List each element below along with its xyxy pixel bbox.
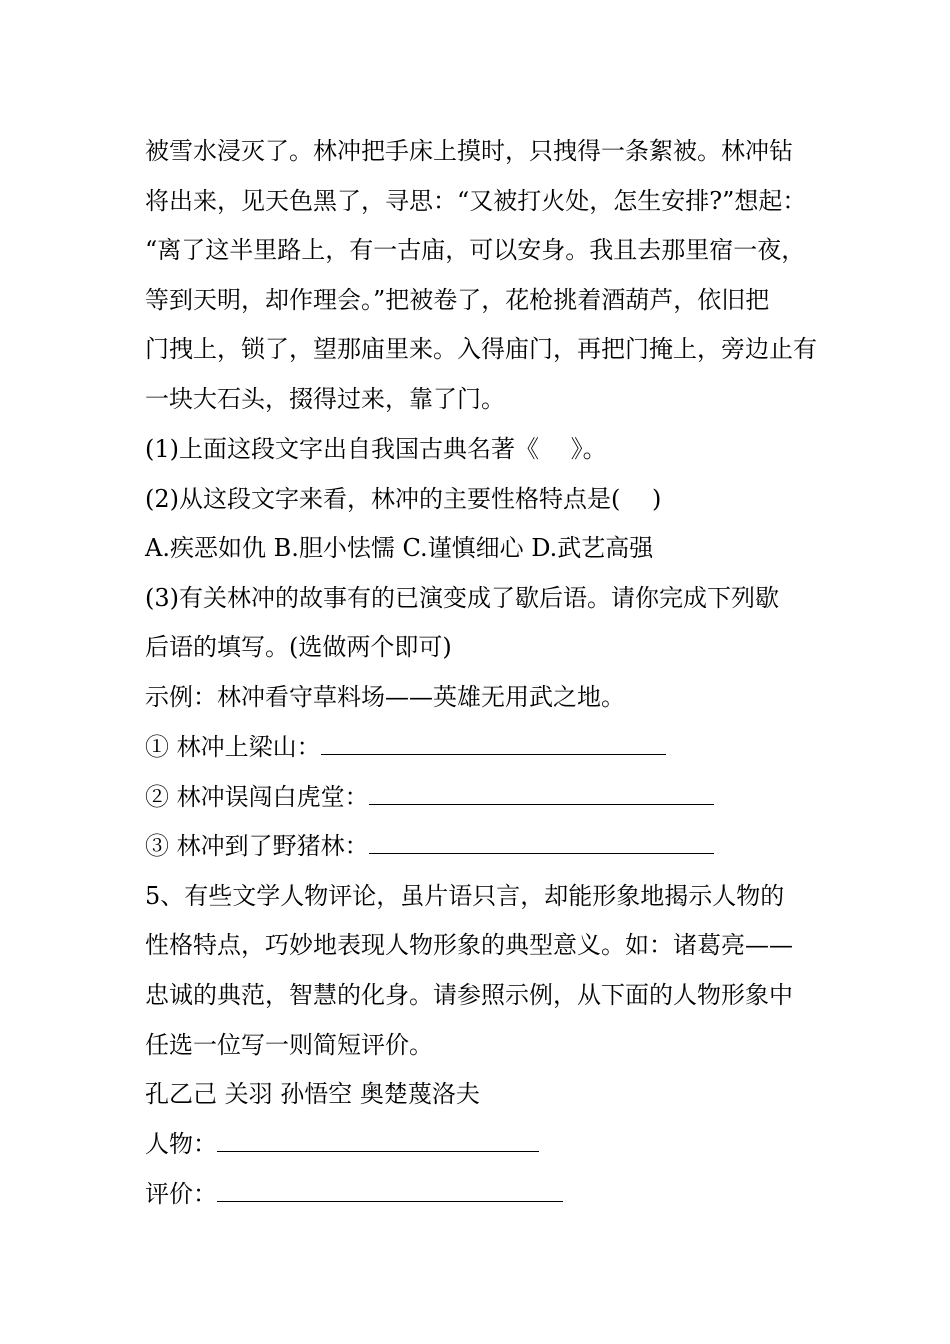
- question-3-line: (3)有关林冲的故事有的已演变成了歇后语。请你完成下列歇: [145, 584, 779, 612]
- passage-line: 一块大石头，掇得过来，靠了门。: [145, 385, 505, 413]
- question-2-options: A.疾恶如仇 B.胆小怯懦 C.谨慎细心 D.武艺高强: [145, 534, 654, 562]
- answer-blank[interactable]: [369, 782, 714, 805]
- comment-label: 评价：: [145, 1180, 217, 1208]
- comment-field: [145, 1179, 563, 1209]
- question-3-line: 后语的填写。(选做两个即可): [145, 633, 452, 661]
- blank-item-3: [145, 831, 714, 861]
- question-5-line: 5、有些文学人物评论，虽片语只言，却能形象地揭示人物的: [145, 882, 785, 910]
- passage-line: 将出来，见天色黑了，寻思：“又被打火处，怎生安排?”想起：: [145, 187, 807, 215]
- question-1: (1)上面这段文字出自我国古典名著《 》。: [145, 435, 607, 463]
- answer-blank[interactable]: [321, 732, 666, 755]
- blank-item-2: [145, 782, 714, 812]
- question-5-line: 性格特点，巧妙地表现人物形象的典型意义。如：诸葛亮——: [145, 931, 793, 959]
- passage-line: “离了这半里路上，有一古庙，可以安身。我且去那里宿一夜，: [145, 236, 806, 264]
- answer-blank[interactable]: [369, 831, 714, 854]
- person-field: [145, 1129, 539, 1159]
- question-2: (2)从这段文字来看，林冲的主要性格特点是( ): [145, 485, 662, 513]
- blank-prefix: ② 林冲误闯白虎堂：: [145, 783, 369, 811]
- question-5-line: 任选一位写一则简短评价。: [145, 1031, 433, 1059]
- passage-line: 等到天明，却作理会。”把被卷了，花枪挑着酒葫芦，依旧把: [145, 286, 770, 314]
- comment-blank[interactable]: [217, 1179, 563, 1202]
- passage-line: 门拽上，锁了，望那庙里来。入得庙门，再把门掩上，旁边止有: [145, 335, 817, 363]
- character-list: 孔乙己 关羽 孙悟空 奥楚蔑洛夫: [145, 1080, 480, 1108]
- example-line: 示例：林冲看守草料场——英雄无用武之地。: [145, 683, 625, 711]
- person-blank[interactable]: [217, 1129, 539, 1152]
- person-label: 人物：: [145, 1130, 217, 1158]
- blank-item-1: [145, 732, 666, 762]
- passage-line: 被雪水浸灭了。林冲把手床上摸时，只拽得一条絮被。林冲钻: [145, 137, 793, 165]
- blank-prefix: ③ 林冲到了野猪林：: [145, 832, 369, 860]
- blank-prefix: ① 林冲上梁山：: [145, 733, 321, 761]
- question-5-line: 忠诚的典范，智慧的化身。请参照示例，从下面的人物形象中: [145, 981, 793, 1009]
